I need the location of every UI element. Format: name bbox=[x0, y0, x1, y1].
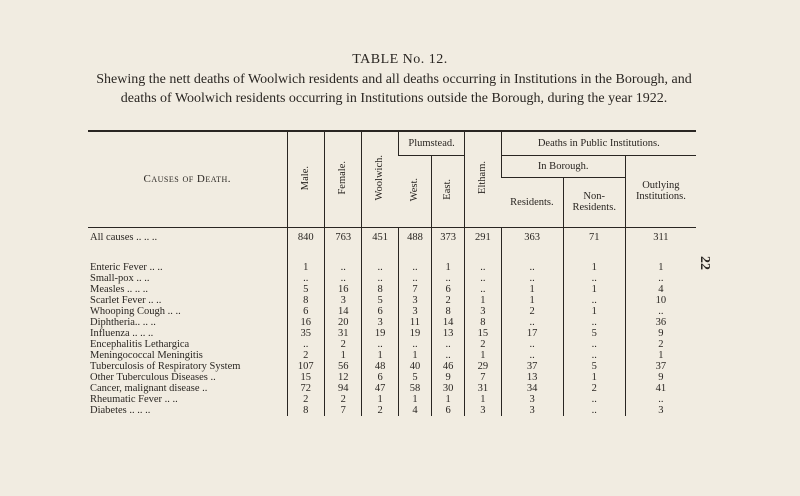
cell-value: 36 bbox=[625, 317, 696, 328]
cell-value: 311 bbox=[625, 227, 696, 248]
cell-value: 5 bbox=[362, 295, 398, 306]
cell-value: 3 bbox=[398, 306, 431, 317]
cell-value: 9 bbox=[625, 328, 696, 339]
cell-value: .. bbox=[287, 339, 324, 350]
cell-value: 35 bbox=[287, 328, 324, 339]
row-label: All causes .. .. .. bbox=[90, 231, 158, 243]
cell-value: 363 bbox=[501, 227, 563, 248]
row-label: Cancer, malignant disease .. bbox=[90, 382, 208, 394]
cell-value: 1 bbox=[432, 262, 465, 273]
cell-value: 20 bbox=[325, 317, 362, 328]
cell-value: .. bbox=[432, 273, 465, 284]
row-label: Small-pox .. .. bbox=[90, 272, 150, 284]
cell-value: .. bbox=[563, 405, 625, 416]
cell-value: 6 bbox=[432, 284, 465, 295]
cell-value: .. bbox=[625, 273, 696, 284]
cell-value: 2 bbox=[432, 295, 465, 306]
cell-value: .. bbox=[398, 262, 431, 273]
cell-value: .. bbox=[287, 273, 324, 284]
row-label: Other Tuberculous Diseases .. bbox=[90, 371, 216, 383]
cell-value: 6 bbox=[287, 306, 324, 317]
cell-value: .. bbox=[501, 350, 563, 361]
cell-value: .. bbox=[398, 273, 431, 284]
table-row bbox=[88, 372, 696, 383]
row-label: Enteric Fever .. .. bbox=[90, 261, 163, 273]
table-subtitle: Shewing the nett deaths of Woolwich residents and all deaths occurring in Institutions in the Borough, and deaths of Woolwich residents occurring in Institutions outside the Borough, during the year 1922. bbox=[96, 72, 692, 106]
cell-value: 5 bbox=[398, 372, 431, 383]
cell-value: 71 bbox=[563, 227, 625, 248]
cell-value: 8 bbox=[432, 306, 465, 317]
cell-value: 2 bbox=[287, 350, 324, 361]
cell-value: 14 bbox=[325, 306, 362, 317]
cell-value: 12 bbox=[325, 372, 362, 383]
cell-value: 3 bbox=[362, 317, 398, 328]
cell-value: 2 bbox=[362, 405, 398, 416]
cell-value: 1 bbox=[465, 295, 501, 306]
cell-value: 1 bbox=[563, 262, 625, 273]
cell-value: .. bbox=[432, 350, 465, 361]
cell-value: 107 bbox=[287, 361, 324, 372]
cell-value: 5 bbox=[563, 328, 625, 339]
cell-value: .. bbox=[465, 273, 501, 284]
header-eltham: Eltham. bbox=[465, 131, 501, 227]
table-row bbox=[88, 317, 696, 328]
cell-value: 840 bbox=[287, 227, 324, 248]
cell-value: 37 bbox=[501, 361, 563, 372]
cell-value: 3 bbox=[625, 405, 696, 416]
cell-value: 373 bbox=[432, 227, 465, 248]
cell-value: 17 bbox=[501, 328, 563, 339]
table-body bbox=[88, 227, 696, 416]
cell-value: .. bbox=[563, 339, 625, 350]
cell-value: 14 bbox=[432, 317, 465, 328]
header-non-residents: Non- Residents. bbox=[563, 177, 625, 227]
cell-value: 291 bbox=[465, 227, 501, 248]
row-label: Rheumatic Fever .. .. bbox=[90, 393, 178, 405]
header-in-borough: In Borough. bbox=[501, 155, 625, 177]
cell-value: .. bbox=[625, 306, 696, 317]
table-row bbox=[88, 394, 696, 405]
cell-value: .. bbox=[501, 262, 563, 273]
table-row bbox=[88, 350, 696, 361]
table-row bbox=[88, 306, 696, 317]
table-row bbox=[88, 295, 696, 306]
cell-value: .. bbox=[465, 284, 501, 295]
cell-value: 2 bbox=[501, 306, 563, 317]
cell-value: 1 bbox=[625, 350, 696, 361]
cell-value: .. bbox=[563, 317, 625, 328]
cell-value: 763 bbox=[325, 227, 362, 248]
cell-value: 8 bbox=[287, 295, 324, 306]
cell-value: .. bbox=[501, 317, 563, 328]
cell-value: .. bbox=[325, 273, 362, 284]
cell-value: 31 bbox=[465, 383, 501, 394]
cell-value: .. bbox=[362, 262, 398, 273]
header-outlying: Outlying Institutions. bbox=[625, 155, 696, 227]
cell-value: .. bbox=[398, 339, 431, 350]
cell-value: 7 bbox=[465, 372, 501, 383]
cell-value: 9 bbox=[625, 372, 696, 383]
cell-value: .. bbox=[563, 273, 625, 284]
cell-value: 488 bbox=[398, 227, 431, 248]
cell-value: 37 bbox=[625, 361, 696, 372]
cell-value: 3 bbox=[465, 405, 501, 416]
cell-value: 9 bbox=[432, 372, 465, 383]
cell-value: 3 bbox=[501, 405, 563, 416]
header-male: Male. bbox=[287, 131, 324, 227]
cell-value: 13 bbox=[432, 328, 465, 339]
cell-value: 58 bbox=[398, 383, 431, 394]
cell-value: 451 bbox=[362, 227, 398, 248]
table-row bbox=[88, 262, 696, 273]
header-plumstead-west: West. bbox=[398, 155, 431, 227]
cell-value: 19 bbox=[362, 328, 398, 339]
cell-value: .. bbox=[563, 350, 625, 361]
row-label: Measles .. .. .. bbox=[90, 283, 149, 295]
table-title: TABLE No. 12. bbox=[352, 52, 448, 67]
cell-value: 3 bbox=[465, 306, 501, 317]
header-woolwich: Woolwich. bbox=[362, 131, 398, 227]
cell-value: 2 bbox=[465, 339, 501, 350]
cell-value: 10 bbox=[625, 295, 696, 306]
cell-value: 1 bbox=[625, 262, 696, 273]
cell-value: 6 bbox=[432, 405, 465, 416]
cell-value: 2 bbox=[287, 394, 324, 405]
cell-value: 15 bbox=[465, 328, 501, 339]
cell-value: 1 bbox=[465, 350, 501, 361]
header-residents: Residents. bbox=[501, 177, 563, 227]
cell-value: .. bbox=[362, 339, 398, 350]
table-row bbox=[88, 383, 696, 394]
header-plumstead: Plumstead. bbox=[398, 131, 464, 155]
cell-value: 8 bbox=[287, 405, 324, 416]
header-causes: Causes of Death. bbox=[88, 131, 287, 227]
cell-value: 15 bbox=[287, 372, 324, 383]
cell-value: 1 bbox=[563, 306, 625, 317]
row-label: Meningococcal Meningitis bbox=[90, 349, 203, 361]
cell-value: 7 bbox=[325, 405, 362, 416]
cell-value: 2 bbox=[625, 339, 696, 350]
cell-value: .. bbox=[501, 273, 563, 284]
cell-value: .. bbox=[325, 262, 362, 273]
cell-value: 3 bbox=[398, 295, 431, 306]
row-label: Whooping Cough .. .. bbox=[90, 305, 181, 317]
cell-value: 1 bbox=[563, 284, 625, 295]
header-plumstead-east: East. bbox=[432, 155, 465, 227]
cell-value: 2 bbox=[325, 339, 362, 350]
table-row bbox=[88, 361, 696, 372]
cell-value: 1 bbox=[465, 394, 501, 405]
cell-value: .. bbox=[465, 262, 501, 273]
table-row bbox=[88, 328, 696, 339]
cell-value: 29 bbox=[465, 361, 501, 372]
cell-value: 1 bbox=[501, 295, 563, 306]
deaths-table bbox=[88, 130, 696, 416]
cell-value: .. bbox=[362, 273, 398, 284]
cell-value: 34 bbox=[501, 383, 563, 394]
cell-value: 4 bbox=[398, 405, 431, 416]
cell-value: 3 bbox=[501, 394, 563, 405]
cell-value: 1 bbox=[362, 394, 398, 405]
cell-value: 13 bbox=[501, 372, 563, 383]
cell-value: .. bbox=[625, 394, 696, 405]
row-label: Tuberculosis of Respiratory System bbox=[90, 360, 241, 372]
cell-value: 16 bbox=[287, 317, 324, 328]
cell-value: 1 bbox=[325, 350, 362, 361]
header-female: Female. bbox=[325, 131, 362, 227]
cell-value: 1 bbox=[398, 394, 431, 405]
cell-value: 46 bbox=[432, 361, 465, 372]
cell-value: 1 bbox=[501, 284, 563, 295]
cell-value: 5 bbox=[563, 361, 625, 372]
cell-value: 8 bbox=[362, 284, 398, 295]
cell-value: 30 bbox=[432, 383, 465, 394]
cell-value: 8 bbox=[465, 317, 501, 328]
cell-value: 41 bbox=[625, 383, 696, 394]
row-label: Encephalitis Lethargica bbox=[90, 338, 190, 350]
table-row bbox=[88, 284, 696, 295]
row-label: Diphtheria.. .. .. bbox=[90, 316, 156, 328]
cell-value: 1 bbox=[563, 372, 625, 383]
cell-value: 11 bbox=[398, 317, 431, 328]
cell-value: 31 bbox=[325, 328, 362, 339]
cell-value: 4 bbox=[625, 284, 696, 295]
cell-value: 40 bbox=[398, 361, 431, 372]
table-row bbox=[88, 273, 696, 284]
cell-value: 56 bbox=[325, 361, 362, 372]
cell-value: 19 bbox=[398, 328, 431, 339]
cell-value: 5 bbox=[287, 284, 324, 295]
cell-value: 16 bbox=[325, 284, 362, 295]
cell-value: 2 bbox=[325, 394, 362, 405]
cell-value: 1 bbox=[362, 350, 398, 361]
cell-value: 72 bbox=[287, 383, 324, 394]
cell-value: 1 bbox=[432, 394, 465, 405]
cell-value: 94 bbox=[325, 383, 362, 394]
cell-value: 6 bbox=[362, 372, 398, 383]
cell-value: 47 bbox=[362, 383, 398, 394]
row-label: Scarlet Fever .. .. bbox=[90, 294, 162, 306]
cell-value: 2 bbox=[563, 383, 625, 394]
cell-value: .. bbox=[432, 339, 465, 350]
cell-value: .. bbox=[501, 339, 563, 350]
row-label: Diabetes .. .. .. bbox=[90, 404, 151, 416]
cell-value: .. bbox=[563, 295, 625, 306]
table-row bbox=[88, 405, 696, 416]
cell-value: .. bbox=[563, 394, 625, 405]
table-header bbox=[88, 131, 696, 227]
cell-value: 3 bbox=[325, 295, 362, 306]
row-label: Influenza .. .. .. bbox=[90, 327, 154, 339]
cell-value: 1 bbox=[287, 262, 324, 273]
table-row-all-causes bbox=[88, 227, 696, 248]
cell-value: 48 bbox=[362, 361, 398, 372]
cell-value: 1 bbox=[398, 350, 431, 361]
cell-value: 7 bbox=[398, 284, 431, 295]
page-number: 22 bbox=[697, 256, 712, 270]
cell-value: 6 bbox=[362, 306, 398, 317]
table-row bbox=[88, 339, 696, 350]
header-public-institutions: Deaths in Public Institutions. bbox=[501, 131, 696, 155]
table-gap bbox=[88, 248, 696, 262]
